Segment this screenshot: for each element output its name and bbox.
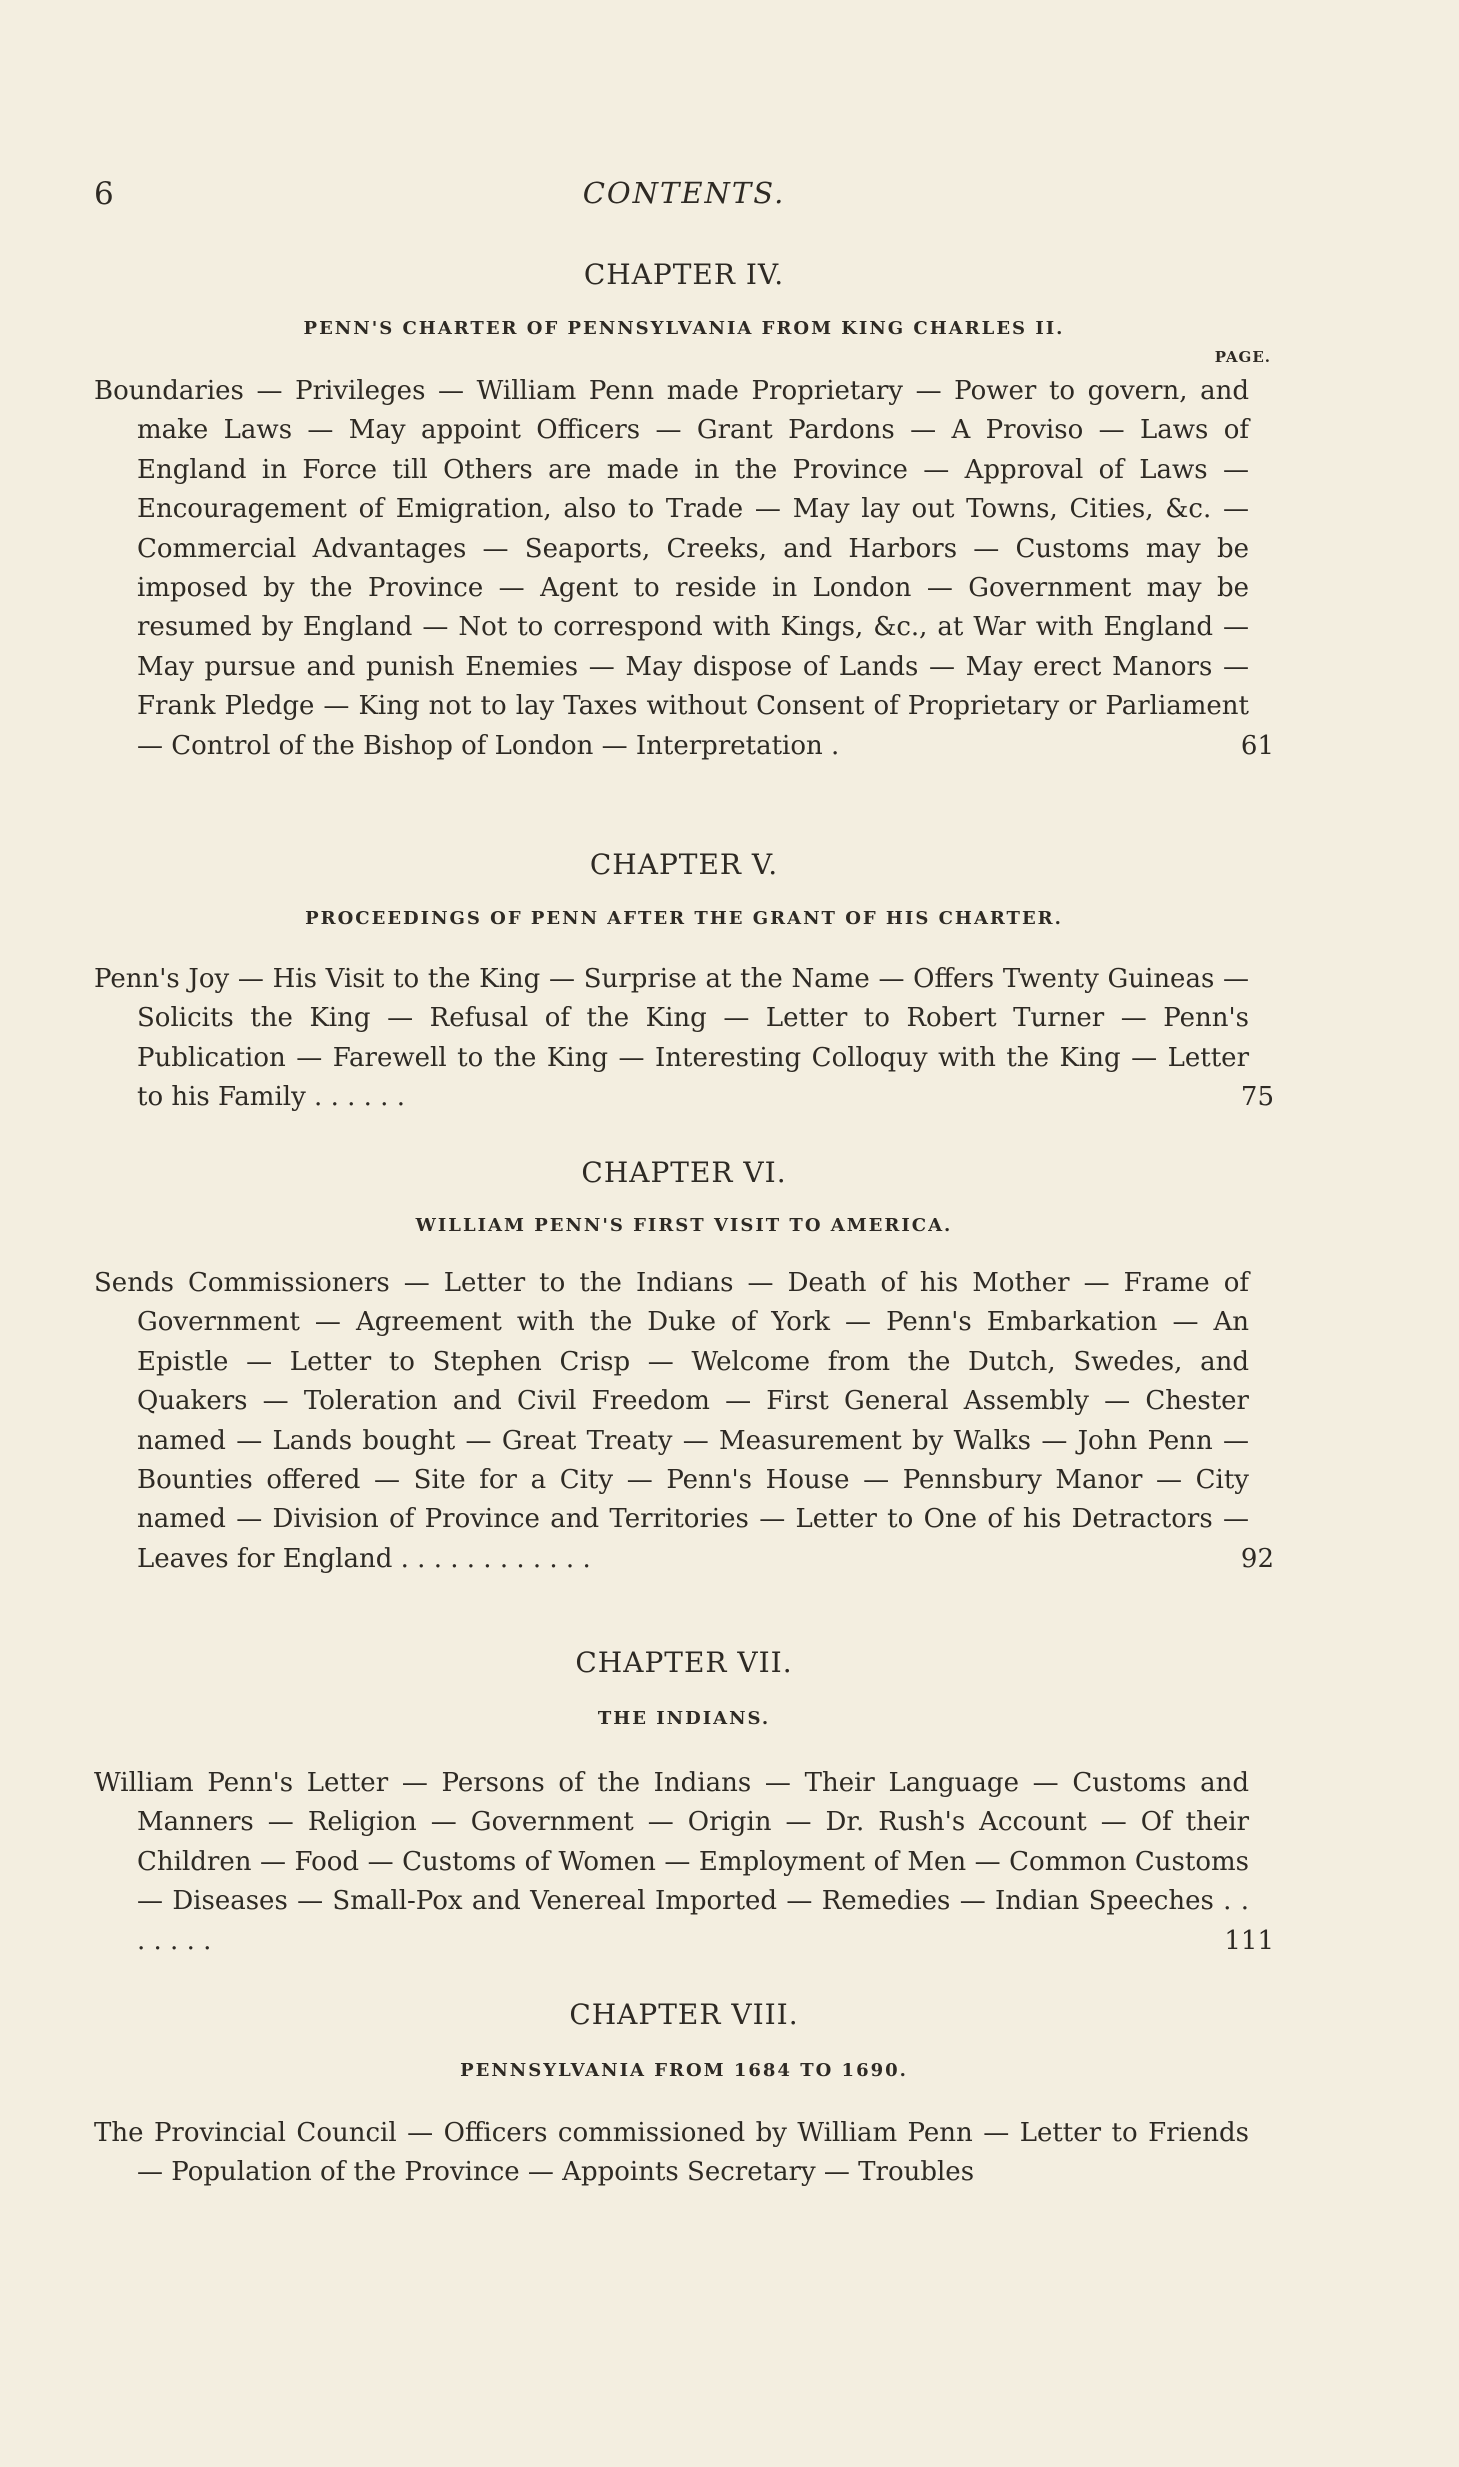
chapter-subtitle: WILLIAM PENN'S FIRST VISIT TO AMERICA. xyxy=(415,1215,953,1236)
chapter-heading: CHAPTER VI. xyxy=(581,1156,787,1189)
chapter-summary-entry xyxy=(94,1264,1274,1579)
chapter-summary: Boundaries — Privileges — William Penn made Proprietary — Power to govern, and make Laws — May appoint Officers — Grant Pardons — A Proviso — Laws of England in Force till Others are made in the Province — Approval of Laws — Encouragement of Emigration, also to Trade — May lay out Towns, Cities, &c. — Commercial Advantages — Seaports, Creeks, and Harbors — Customs may be imposed by the Province — Agent to reside in London — Government may be resumed by England — Not to correspond with Kings, &c., at War with England — May pursue and punish Enemies — May dispose of Lands — May erect Manors — Frank Pledge — King not to lay Taxes without Consent of Proprietary or Parliament — Control of the Bishop of London — Interpretation . xyxy=(94,376,1249,761)
chapter-heading: CHAPTER VIII. xyxy=(569,1998,799,2031)
chapter-summary: Sends Commissioners — Letter to the Indians — Death of his Mother — Frame of Government — Agreement with the Duke of York — Penn's Embarkation — An Epistle — Letter to Stephen Crisp — Welcome from the Dutch, Swedes, and Quakers — Toleration and Civil Freedom — First General Assembly — Chester named — Lands bought — Great Treaty — Measurement by Walks — John Penn — Bounties offered — Site for a City — Penn's House — Pennsbury Manor — City named — Division of Province and Territories — Letter to One of his Detractors — Leaves for England . . . . . . . . . . . . xyxy=(94,1268,1249,1574)
chapter-subtitle: PENNSYLVANIA FROM 1684 TO 1690. xyxy=(460,2060,908,2081)
chapter-subtitle: THE INDIANS. xyxy=(597,1708,771,1729)
chapter-summary-entry xyxy=(94,372,1274,766)
chapter-summary: The Provincial Council — Officers commissioned by William Penn — Letter to Friends — Population of the Province — Appoints Secretary — Troubles xyxy=(94,2118,1249,2188)
chapter-heading: CHAPTER IV. xyxy=(583,258,785,291)
chapter-summary-entry xyxy=(94,960,1274,1118)
chapter-summary-entry xyxy=(94,1764,1274,1961)
chapter-subtitle: PENN'S CHARTER OF PENNSYLVANIA FROM KING CHARLES II. xyxy=(303,318,1065,339)
chapter-subtitle: PROCEEDINGS OF PENN AFTER THE GRANT OF HIS CHARTER. xyxy=(305,908,1063,929)
chapter-page-ref: 61 xyxy=(1240,730,1274,761)
chapter-page-ref: 92 xyxy=(1240,1543,1274,1574)
chapter-page-ref: 75 xyxy=(1240,1082,1274,1113)
chapter-summary: William Penn's Letter — Persons of the Indians — Their Language — Customs and Manners — Religion — Government — Origin — Dr. Rush's Account — Of their Children — Food — Customs of Women — Employment of Men — Common Customs — Diseases — Small-Pox and Venereal Imported — Remedies — Indian Speeches . . . . . . . xyxy=(94,1768,1249,1956)
chapter-summary: Penn's Joy — His Visit to the King — Surprise at the Name — Offers Twenty Guineas — Solicits the King — Refusal of the King — Letter to Robert Turner — Penn's Publication — Farewell to the King — Interesting Colloquy with the King — Letter to his Family . . . . . . xyxy=(94,964,1249,1113)
running-title: CONTENTS. xyxy=(582,176,786,210)
page-column-label: PAGE. xyxy=(1214,348,1271,366)
page-number: 6 xyxy=(94,176,114,212)
chapter-summary-entry xyxy=(94,2114,1274,2193)
running-head xyxy=(94,176,1274,216)
chapter-page-ref: 111 xyxy=(1224,1925,1274,1956)
chapter-heading: CHAPTER V. xyxy=(589,848,779,881)
chapter-heading: CHAPTER VII. xyxy=(575,1646,793,1679)
